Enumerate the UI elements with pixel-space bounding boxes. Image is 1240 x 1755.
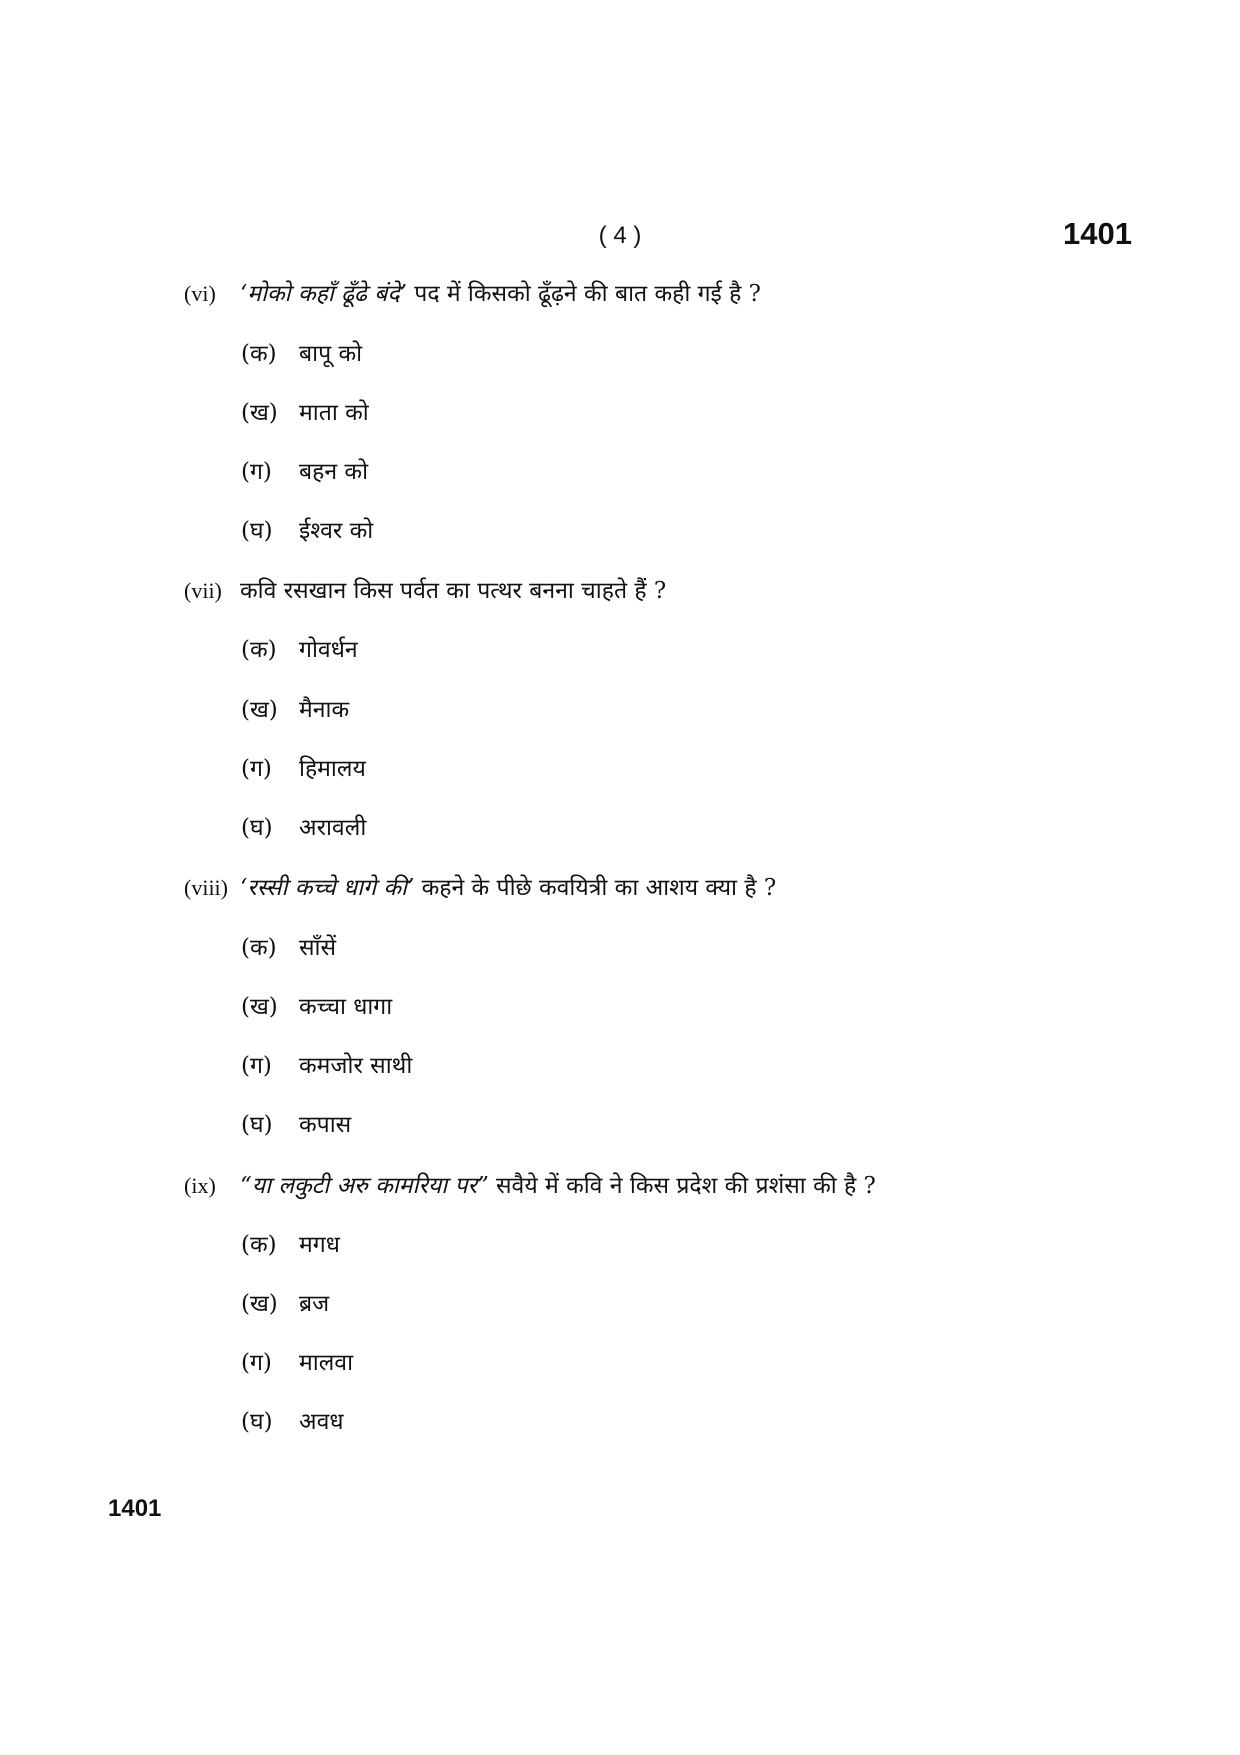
option-text: अवध [299, 1409, 344, 1435]
option-text: मैनाक [299, 697, 350, 723]
option-label: (ख) [241, 697, 278, 723]
option-label: (क) [241, 935, 277, 961]
question-quote: ‘रस्सी कच्चे धागे की’ [240, 875, 415, 901]
paper-code-top: 1401 [1063, 216, 1132, 251]
option-kha [241, 991, 392, 1023]
question-number: (viii) [184, 875, 228, 900]
option-ka [241, 1229, 340, 1261]
option-text: अरावली [299, 815, 367, 841]
option-kha [241, 1288, 329, 1320]
question-viii [184, 872, 1144, 904]
option-text: माता को [299, 400, 369, 426]
option-kha [241, 397, 369, 429]
option-ka [241, 338, 362, 370]
question-quote: ‘मोको कहाँ ढूँढे बंदे’ [240, 281, 407, 307]
option-ka [241, 932, 336, 964]
option-text: मगध [299, 1232, 340, 1258]
option-text: ईश्वर को [299, 518, 374, 544]
option-label: (ग) [241, 756, 272, 782]
question-vi [184, 278, 1144, 310]
question-text: सवैये में कवि ने किस प्रदेश की प्रशंसा की है ? [488, 1173, 876, 1199]
option-gha [241, 1109, 351, 1141]
option-text: मालवा [299, 1350, 354, 1376]
option-label: (ग) [241, 1350, 272, 1376]
option-label: (ग) [241, 459, 272, 485]
option-text: बापू को [299, 341, 363, 367]
option-label: (क) [241, 1232, 277, 1258]
option-label: (घ) [241, 815, 273, 841]
option-text: कमजोर साथी [299, 1053, 413, 1079]
option-label: (घ) [241, 1112, 273, 1138]
question-text: कहने के पीछे कवयित्री का आशय क्या है ? [414, 875, 777, 901]
question-text: पद में किसको ढूँढ़ने की बात कही गई है ? [406, 281, 762, 307]
option-gha [241, 1406, 344, 1438]
question-quote: “या लकुटी अरु कामरिया पर” [240, 1173, 489, 1199]
question-number: (vii) [184, 578, 222, 603]
option-kha [241, 694, 349, 726]
option-text: कच्चा धागा [299, 994, 393, 1020]
option-text: बहन को [299, 459, 369, 485]
option-label: (ख) [241, 1291, 278, 1317]
option-text: साँसें [299, 935, 337, 961]
option-label: (ख) [241, 400, 278, 426]
question-number: (ix) [184, 1173, 216, 1198]
option-label: (क) [241, 637, 277, 663]
option-label: (घ) [241, 518, 273, 544]
option-ga [241, 456, 368, 488]
option-label: (ग) [241, 1053, 272, 1079]
option-text: ब्रज [299, 1291, 330, 1317]
paper-code-bottom: 1401 [108, 1495, 162, 1522]
page-number: ( 4 ) [598, 222, 642, 249]
option-ka [241, 634, 358, 666]
option-label: (ख) [241, 994, 278, 1020]
question-ix [184, 1170, 1144, 1202]
question-text: कवि रसखान किस पर्वत का पत्थर बनना चाहते हैं ? [240, 578, 667, 604]
option-label: (घ) [241, 1409, 273, 1435]
option-text: हिमालय [299, 756, 366, 782]
option-gha [241, 812, 366, 844]
option-text: कपास [299, 1112, 352, 1138]
option-ga [241, 1347, 353, 1379]
option-text: गोवर्धन [299, 637, 358, 663]
option-gha [241, 515, 373, 547]
option-label: (क) [241, 341, 277, 367]
question-vii [184, 575, 1144, 607]
option-ga [241, 1050, 412, 1082]
option-ga [241, 753, 366, 785]
question-number: (vi) [184, 281, 216, 306]
